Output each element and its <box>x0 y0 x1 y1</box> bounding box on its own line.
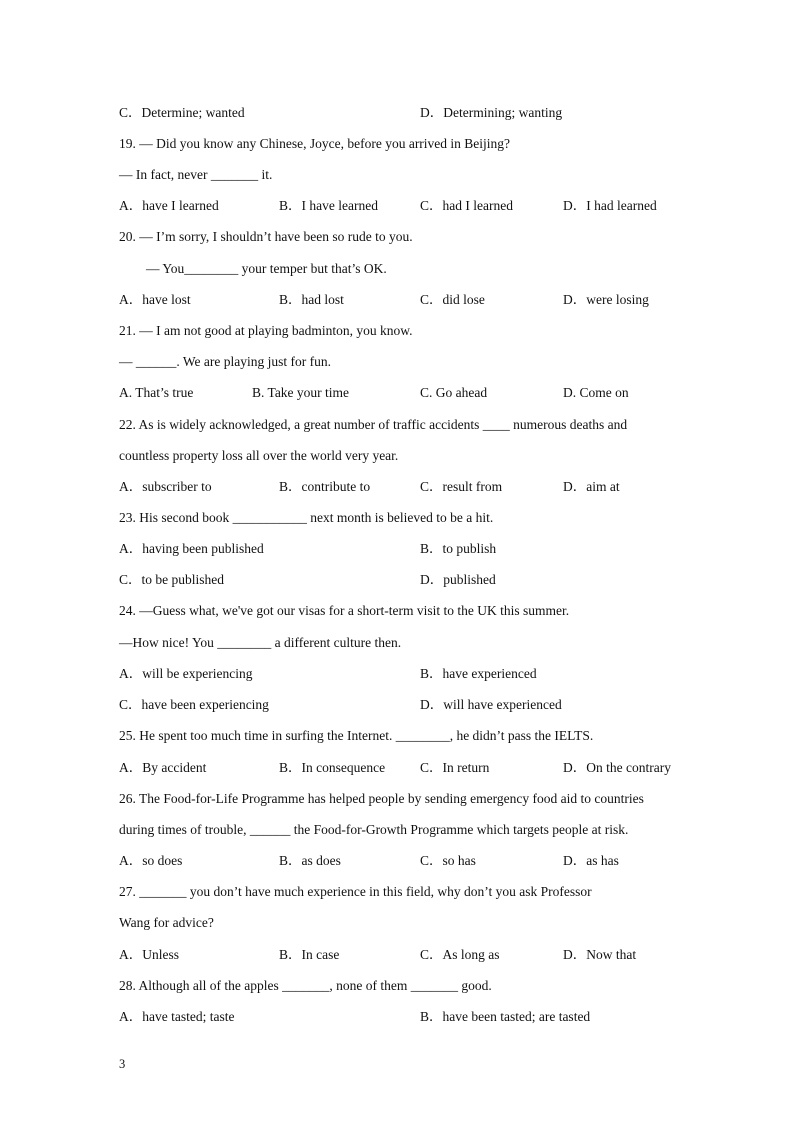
q26-option-d[interactable]: D．as has <box>563 853 619 868</box>
q27-option-b[interactable]: B．In case <box>279 947 340 962</box>
q25-option-d[interactable]: D．On the contrary <box>563 760 671 775</box>
q23-option-a[interactable]: A．having been published <box>119 541 264 556</box>
q28-stem: 28. Although all of the apples _______, none of them _______ good. <box>119 978 492 993</box>
q19-reply: — In fact, never _______ it. <box>119 167 273 182</box>
q22-option-c[interactable]: C．result from <box>420 479 503 494</box>
q27-option-d[interactable]: D．Now that <box>563 947 637 962</box>
q20-option-b[interactable]: B．had lost <box>279 292 344 307</box>
q22-stem: 22. As is widely acknowledged, a great number of traffic accidents ____ numerous deaths and <box>119 417 628 432</box>
q23-option-c[interactable]: C．to be published <box>119 572 224 587</box>
q18-option-c[interactable]: C．Determine; wanted <box>119 105 245 120</box>
q26-stem-continued: during times of trouble, ______ the Food-for-Growth Programme which targets people at risk. <box>119 822 629 837</box>
q27-stem: 27. _______ you don’t have much experience in this field, why don’t you ask Professor <box>119 884 592 899</box>
q23-option-d[interactable]: D．published <box>420 572 496 587</box>
q25-stem: 25. He spent too much time in surfing the Internet. ________, he didn’t pass the IELTS. <box>119 728 594 743</box>
q21-stem: 21. — I am not good at playing badminton, you know. <box>119 323 413 338</box>
q23-option-b[interactable]: B．to publish <box>420 541 497 556</box>
q20-option-c[interactable]: C．did lose <box>420 292 485 307</box>
q19-stem: 19. — Did you know any Chinese, Joyce, before you arrived in Beijing? <box>119 136 511 151</box>
q22-option-d[interactable]: D．aim at <box>563 479 620 494</box>
q26-option-b[interactable]: B．as does <box>279 853 341 868</box>
q22-option-b[interactable]: B．contribute to <box>279 479 371 494</box>
q25-option-a[interactable]: A．By accident <box>119 760 207 775</box>
q25-option-b[interactable]: B．In consequence <box>279 760 386 775</box>
q24-option-d[interactable]: D．will have experienced <box>420 697 562 712</box>
q28-option-b[interactable]: B．have been tasted; are tasted <box>420 1009 591 1024</box>
q20-option-d[interactable]: D．were losing <box>563 292 649 307</box>
q21-option-a[interactable]: A. That’s true <box>119 385 194 400</box>
q19-option-c[interactable]: C．had I learned <box>420 198 513 213</box>
q19-option-d[interactable]: D．I had learned <box>563 198 657 213</box>
q19-option-a[interactable]: A．have I learned <box>119 198 219 213</box>
q26-option-c[interactable]: C．so has <box>420 853 476 868</box>
q22-option-a[interactable]: A．subscriber to <box>119 479 212 494</box>
q24-option-c[interactable]: C．have been experiencing <box>119 697 269 712</box>
q19-option-b[interactable]: B．I have learned <box>279 198 378 213</box>
q24-stem: 24. —Guess what, we've got our visas for a short-term visit to the UK this summer. <box>119 603 570 618</box>
q26-option-a[interactable]: A．so does <box>119 853 183 868</box>
q23-stem: 23. His second book ___________ next month is believed to be a hit. <box>119 510 494 525</box>
q26-stem: 26. The Food-for-Life Programme has helped people by sending emergency food aid to countries <box>119 791 644 806</box>
page-number: 3 <box>119 1057 126 1071</box>
q18-option-d[interactable]: D．Determining; wanting <box>420 105 563 120</box>
q21-option-b[interactable]: B. Take your time <box>252 385 350 400</box>
q24-option-a[interactable]: A．will be experiencing <box>119 666 253 681</box>
q21-option-c[interactable]: C. Go ahead <box>420 385 488 400</box>
q21-option-d[interactable]: D. Come on <box>563 385 629 400</box>
q22-stem-continued: countless property loss all over the world very year. <box>119 448 399 463</box>
q28-option-a[interactable]: A．have tasted; taste <box>119 1009 235 1024</box>
q25-option-c[interactable]: C．In return <box>420 760 490 775</box>
q24-option-b[interactable]: B．have experienced <box>420 666 537 681</box>
q27-option-c[interactable]: C．As long as <box>420 947 500 962</box>
q27-option-a[interactable]: A．Unless <box>119 947 179 962</box>
q21-reply: — ______. We are playing just for fun. <box>119 354 331 369</box>
q20-option-a[interactable]: A．have lost <box>119 292 191 307</box>
q27-stem-continued: Wang for advice? <box>119 915 214 930</box>
q20-reply: — You________ your temper but that’s OK. <box>146 261 387 276</box>
q20-stem: 20. — I’m sorry, I shouldn’t have been so rude to you. <box>119 229 413 244</box>
q24-reply: —How nice! You ________ a different culture then. <box>119 635 402 650</box>
